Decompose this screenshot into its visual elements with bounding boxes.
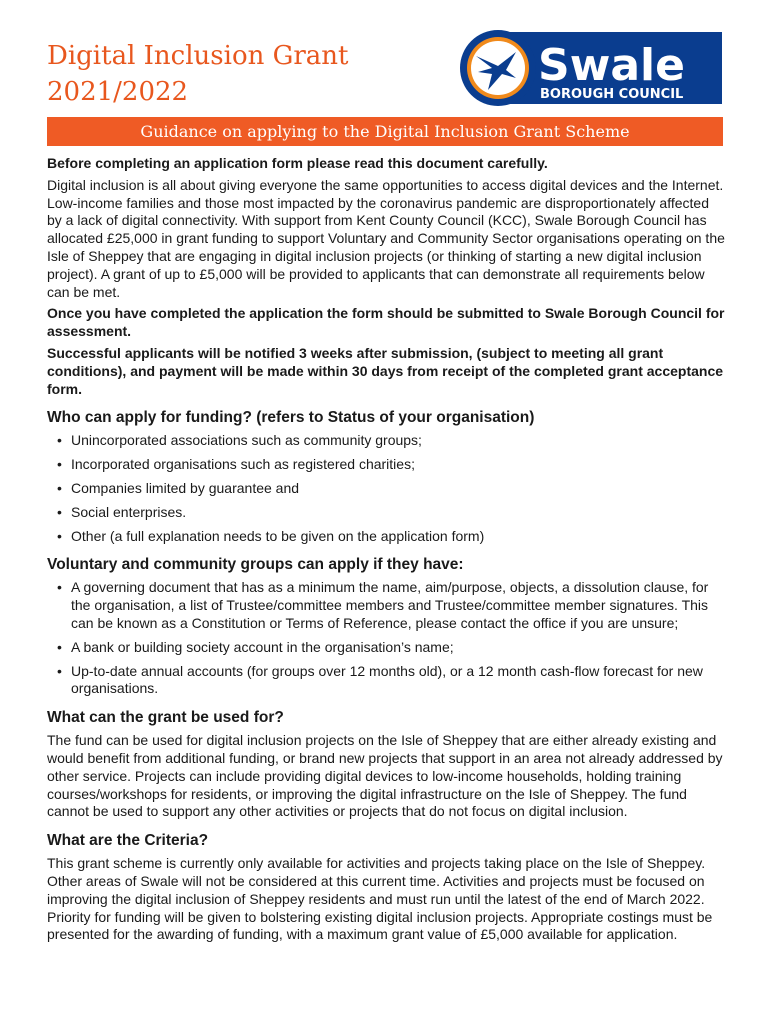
notification-note: Successful applicants will be notified 3 weeks after submission, (subject to meeting all grant conditions), and payment will be made within 30 days from receipt of the completed grant acceptance form. (47, 344, 724, 397)
list-item: • Up-to-date annual accounts (for groups over 12 months old), or a 12 month cash-flow forecast for new organisations. (71, 663, 727, 699)
swale-borough-council-logo (458, 28, 724, 108)
list-item: • Companies limited by guarantee and (71, 480, 727, 498)
list-item: • Social enterprises. (71, 504, 727, 522)
list-item: • A bank or building society account in the organisation’s name; (71, 639, 727, 657)
voluntary-groups-heading: Voluntary and community groups can apply if they have: (47, 556, 464, 574)
guidance-banner: Guidance on applying to the Digital Inclusion Grant Scheme (47, 117, 723, 146)
who-can-apply-heading: Who can apply for funding? (refers to Status of your organisation) (47, 409, 535, 427)
intro-lead: Before completing an application form please read this document carefully. (47, 155, 548, 171)
list-item: • Unincorporated associations such as community groups; (71, 432, 727, 450)
intro-paragraph: Digital inclusion is all about giving everyone the same opportunities to access digital devices and the Internet. Low-income families and those most impacted by the coronavirus pandemic are disproportionately affected by a lack of digital connectivity. With support from Kent County Council (KCC), Swale Borough Council has allocated £25,000 in grant funding to support Voluntary and Community Sector organisations operating on the Isle of Sheppey that are engaging in digital inclusion projects (or thinking of starting a new digital inclusion project). A grant of up to £5,000 will be provided to applicants that can demonstrate all requirements below can be met. (47, 176, 725, 300)
submission-note: Once you have completed the application the form should be submitted to Swale Borough Council for assessment. (47, 305, 725, 340)
criteria-paragraph: This grant scheme is currently only available for activities and projects taking place on the Isle of Sheppey. Other areas of Swale will not be considered at this current time. Activities and projects must be focused on improving the digital inclusion of Sheppey residents and must run until the latest of the end of March 2022. Priority for funding will be given to bolstering existing digital inclusion projects. Appropriate costings must be presented for the awarding of funding, with a maximum grant value of £5,000 available for application. (47, 855, 713, 943)
list-item: • Other (a full explanation needs to be given on the application form) (71, 528, 727, 546)
list-item: • A governing document that has as a minimum the name, aim/purpose, objects, a dissolution clause, for the organisation, a list of Trustee/committee members and Trustee/committee member signatures. This can be known as a Constitution or Terms of Reference, please contact the office if you are unsure; (71, 579, 727, 632)
document-body (47, 155, 727, 948)
title-line-2: 2021/2022 (47, 77, 189, 107)
grant-use-heading: What can the grant be used for? (47, 709, 284, 727)
document-title (47, 38, 349, 110)
logo-subtitle: BOROUGH COUNCIL (540, 87, 684, 102)
who-can-apply-list (47, 432, 727, 545)
title-line-1: Digital Inclusion Grant (47, 41, 349, 71)
voluntary-groups-list (47, 579, 727, 698)
grant-use-paragraph: The fund can be used for digital inclusion projects on the Isle of Sheppey that are either already existing and would benefit from additional funding, or brand new projects that support in an area not already addressed by other service. Projects can include providing digital devices to low-income households, holding training courses/workshops for residents, or improving the digital infrastructure on the Isle of Sheppey. The fund cannot be used to support any other activities or projects that do not focus on digital inclusion. (47, 732, 723, 820)
criteria-heading: What are the Criteria? (47, 832, 209, 850)
logo-wordmark: Swale (538, 40, 685, 91)
list-item: • Incorporated organisations such as registered charities; (71, 456, 727, 474)
